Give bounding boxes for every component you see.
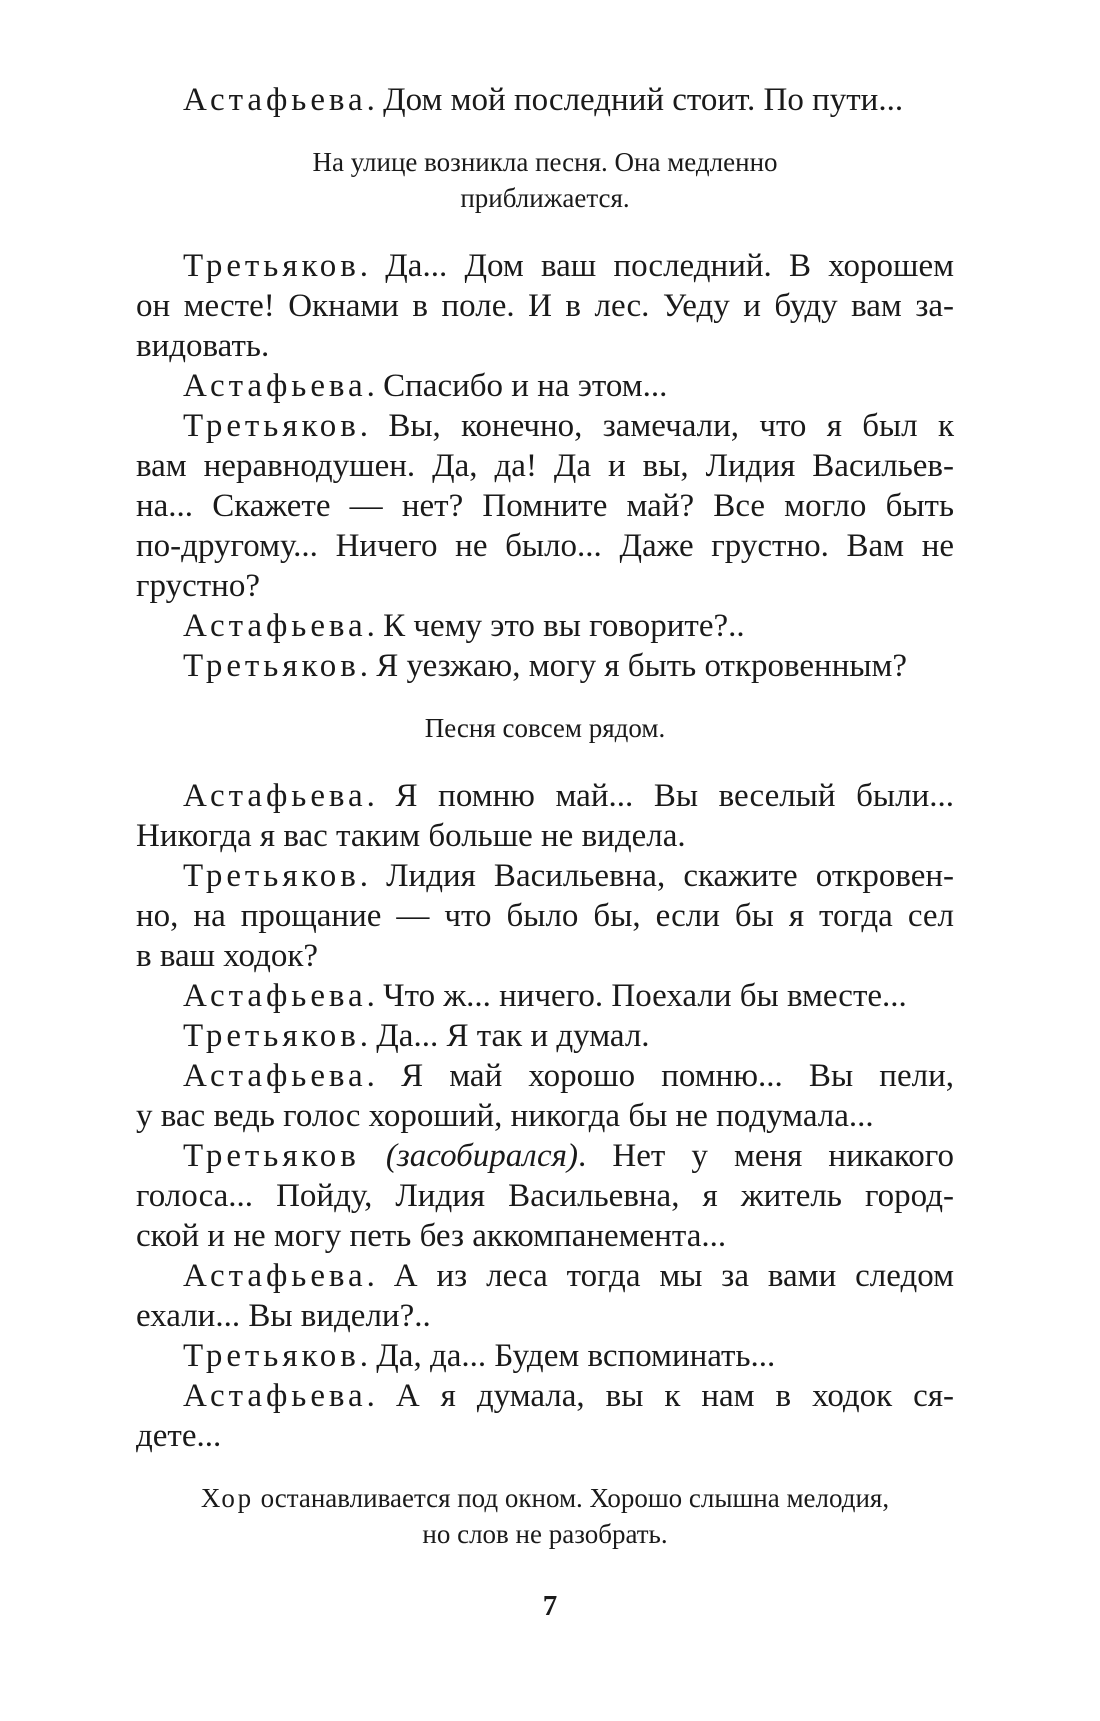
speaker-name: Третьяков (183, 648, 360, 684)
speaker-name: Третьяков (183, 408, 360, 444)
speaker-name: Хор (200, 1483, 254, 1513)
speaker-name: Астафьева (183, 1058, 367, 1094)
speaker-name: Астафьева (183, 608, 367, 644)
speech-line: грустно? (136, 568, 260, 604)
speech-line (136, 366, 954, 406)
speaker-name: Астафьева (183, 778, 367, 814)
speaker-name: Третьяков (183, 248, 360, 284)
page-number: 7 (542, 1590, 558, 1622)
speech-text: . Спасибо и на этом... (366, 368, 668, 404)
stage-direction (136, 1480, 954, 1552)
stage-direction (136, 144, 954, 216)
speech-line (136, 1056, 954, 1096)
speech-line (136, 606, 954, 646)
speaker-name: Третьяков (183, 1338, 360, 1374)
direction-line: Песня совсем рядом. (424, 713, 666, 743)
stage-direction (136, 710, 954, 746)
speech-line: в ваш ходок? (136, 938, 319, 974)
speech-line (136, 1376, 954, 1416)
speech-line: видовать. (136, 328, 270, 364)
direction-line (136, 1480, 954, 1516)
speech-line (136, 776, 954, 816)
page-text (136, 80, 954, 1552)
speech-text: . Да, да... Будем вспоминать... (359, 1338, 776, 1374)
speech-line (136, 1336, 954, 1376)
direction-line: но слов не разобрать. (422, 1519, 668, 1549)
speech-line: ской и не могу петь без аккомпанемента... (136, 1218, 727, 1254)
speech-line: но, на прощание — что было бы, если бы я тогда сел (136, 898, 954, 934)
speech-text: . Что ж... ничего. Поехали бы вместе... (366, 978, 907, 1014)
speech-line: ехали... Вы видели?.. (136, 1298, 431, 1334)
speech-line: на... Скажете — нет? Помните май? Все могло быть (136, 488, 954, 524)
speech-text: . Да... Дом ваш последний. В хорошем (359, 248, 954, 284)
stage-remark: (засобирался) (385, 1138, 579, 1174)
speech-line (136, 80, 954, 120)
speech-text: . К чему это вы говорите?.. (366, 608, 745, 644)
speech-block (136, 856, 954, 976)
speech-text: . Вы, конечно, замечали, что я был к (359, 408, 954, 444)
speech-block (136, 406, 954, 606)
speech-line: он месте! Окнами в поле. И в лес. Уеду и буду вам за- (136, 288, 954, 324)
speech-text: . Лидия Васильевна, скажите откровен- (359, 858, 954, 894)
speaker-name: Астафьева (183, 1378, 367, 1414)
speaker-name: Третьяков (183, 1018, 360, 1054)
speech-block (136, 1056, 954, 1136)
speech-line: Никогда я вас таким больше не видела. (136, 818, 686, 854)
speech-block (136, 776, 954, 856)
speech-text: . Я май хорошо помню... Вы пели, (366, 1058, 954, 1094)
speaker-name: Третьяков (183, 858, 360, 894)
speech-block (136, 1376, 954, 1456)
speech-line (136, 1136, 954, 1176)
speaker-name: Астафьева (183, 368, 367, 404)
speech-block (136, 246, 954, 366)
speaker-name: Астафьева (183, 1258, 367, 1294)
speech-text: . Я помню май... Вы веселый были... (366, 778, 954, 814)
direction-text: останавливается под окном. Хорошо слышна мелодия, (253, 1483, 890, 1513)
speech-line (136, 1016, 954, 1056)
direction-line: приближается. (460, 183, 630, 213)
speech-text: . Я уезжаю, могу я быть откровенным? (359, 648, 908, 684)
speech-line (136, 646, 954, 686)
speech-line: по-другому... Ничего не было... Даже грустно. Вам не (136, 528, 954, 564)
speech-line: вам неравнодушен. Да, да! Да и вы, Лидия Васильев- (136, 448, 954, 484)
speech-line (136, 1256, 954, 1296)
speaker-name: Астафьева (183, 82, 367, 118)
speech-block (136, 1136, 954, 1256)
speech-line (136, 406, 954, 446)
speech-line: дете... (136, 1418, 222, 1454)
speech-line (136, 856, 954, 896)
direction-line: На улице возникла песня. Она медленно (312, 147, 778, 177)
speech-text: . Нет у меня никакого (578, 1138, 955, 1174)
speech-block (136, 1256, 954, 1336)
speech-text: . А я думала, вы к нам в ходок ся- (366, 1378, 954, 1414)
speech-line: голоса... Пойду, Лидия Васильевна, я житель город- (136, 1178, 954, 1214)
speech-line (136, 246, 954, 286)
speaker-name: Третьяков (183, 1138, 360, 1174)
speaker-name: Астафьева (183, 978, 367, 1014)
speech-text: . А из леса тогда мы за вами следом (366, 1258, 954, 1294)
speech-text: . Дом мой последний стоит. По пути... (366, 82, 904, 118)
speech-line: у вас ведь голос хороший, никогда бы не подумала... (136, 1098, 874, 1134)
speech-text: . Да... Я так и думал. (359, 1018, 650, 1054)
speech-line (136, 976, 954, 1016)
